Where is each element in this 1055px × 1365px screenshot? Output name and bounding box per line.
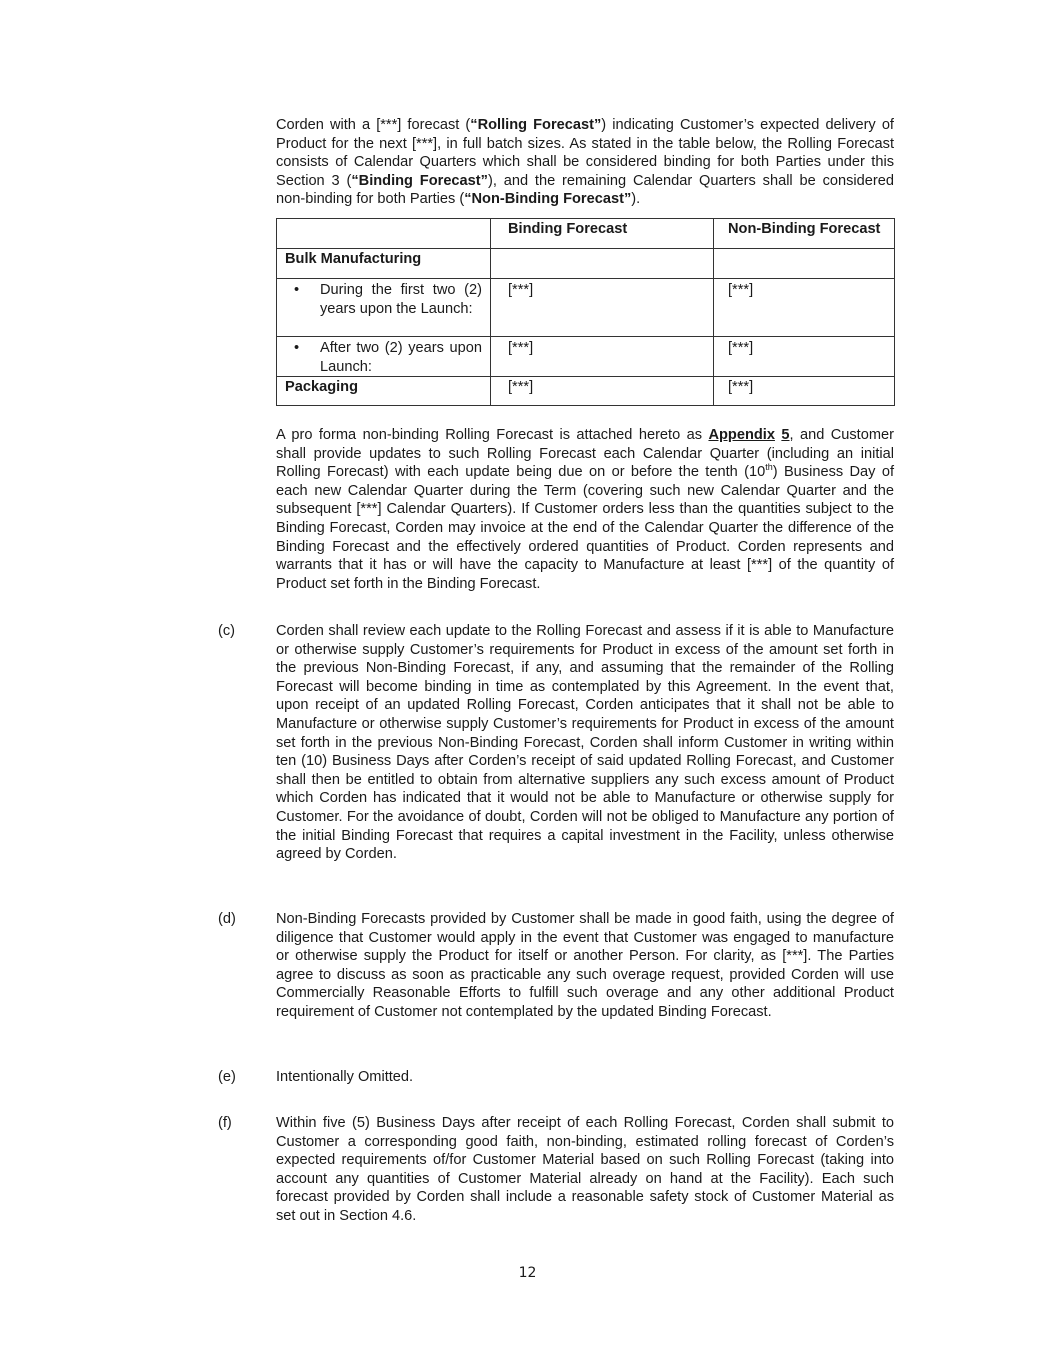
ordinal-superscript: th: [765, 462, 773, 473]
intro-text-3: ), and the remaining Calendar Quarters shall be considered non-binding for both Parties (: [276, 172, 894, 208]
appendix-number: 5: [781, 427, 790, 443]
binding-value: [***]: [491, 279, 714, 337]
appendix-reference: Appendix: [708, 427, 775, 443]
clause-f-text: Within five (5) Business Days after receipt of each Rolling Forecast, Corden shall submit to Customer a corresponding good faith, non-binding, estimated rolling forecast of Corden’s expected requirements of/for Customer Material based on such Rolling Forecast (taking into account any quantities of Customer Material already on hand at the Facility). Each such forecast provided by Corden shall include a reasonable safety stock of Customer Material as set out in Section 4.6.: [276, 1115, 894, 1224]
header-non-binding-forecast: Non-Binding Forecast: [714, 219, 895, 249]
header-binding-forecast: Binding Forecast: [491, 219, 714, 249]
table-header-row: [277, 219, 895, 249]
section-bulk-manufacturing: Bulk Manufacturing: [277, 249, 491, 279]
table-row: [277, 337, 895, 377]
intro-text-1: Corden with a [***] forecast (: [276, 117, 471, 133]
clause-e-text: Intentionally Omitted.: [276, 1069, 414, 1085]
pro-forma-paragraph: [276, 426, 894, 593]
binding-value: [***]: [491, 377, 714, 406]
list-item: [294, 281, 482, 318]
page-number: 12: [518, 1265, 537, 1281]
header-empty-cell: [277, 219, 491, 249]
term-binding-forecast: “Binding Forecast”: [351, 172, 488, 189]
pro-forma-text-1: A pro forma non-binding Rolling Forecast is attached hereto as: [276, 427, 709, 443]
pro-forma-text-2: , and Customer shall provide updates to such Rolling Forecast each Calendar Quarter (including an initial Rolling Forecast) with each update being due on or before the tenth (10: [276, 427, 894, 481]
intro-text-4: ).: [631, 191, 641, 208]
table-cell: [277, 279, 491, 337]
clause-d-text: Non-Binding Forecasts provided by Customer shall be made in good faith, using the degree of diligence that Customer would apply in the event that Customer was engaged to manufacture or otherwise supply the Product for itself or another Person. For clarity, as [***]. The Parties agree to discuss as soon as practicable any such overage request, provided Corden will use Commercially Reasonable Efforts to fulfill such overage and any other additional Product requirement of Customer not contemplated by the updated Binding Forecast.: [276, 911, 894, 1020]
term-rolling-forecast: “Rolling Forecast”: [470, 117, 602, 133]
clause-label-f: (f): [218, 1115, 232, 1131]
row-label: After two (2) years upon Launch:: [320, 340, 482, 375]
binding-value: [***]: [491, 337, 714, 377]
section-packaging: Packaging: [277, 377, 491, 406]
row-label: During the first two (2) years upon the Launch:: [320, 282, 482, 317]
non-binding-value: [***]: [714, 377, 895, 406]
list-item: [294, 339, 482, 376]
table-cell: [277, 337, 491, 377]
pro-forma-text-3: ) Business Day of each new Calendar Quarter during the Term (covering such new Calendar Quarter and the subsequent [***] Calendar Quarters). If Customer orders less than the quantities subject to the Binding Forecast, Corden may invoice at the end of the Calendar Quarter the difference of the Binding Forecast and the effectively ordered quantities of Product. Corden represents and warrants that it has or will have the capacity to Manufacture at least [***] of the quantity of Product set forth in the Binding Forecast.: [276, 464, 894, 592]
clause-c-text: Corden shall review each update to the Rolling Forecast and assess if it is able to Manufacture or otherwise supply Customer’s requirements for Product in excess of the amount set forth in the previous Non-Binding Forecast, if any, and assuming that the remainder of the Rolling Forecast will become binding in time as contemplated by this Agreement. In the event that, upon receipt of an updated Rolling Forecast, Corden anticipates that it shall not be able to Manufacture or otherwise supply Customer’s requirements for Product in excess of the amount set forth in the previous Non-Binding Forecast, Corden shall inform Customer in writing within ten (10) Business Days after Corden’s receipt of said updated Rolling Forecast, and Customer shall then be entitled to obtain from alternative suppliers any such excess amount of Product which Corden has indicated that it would not be able to Manufacture or otherwise supply for Customer. For the avoidance of doubt, Corden will not be obliged to Manufacture any portion of the initial Binding Forecast that requires a capital investment in the Facility, unless otherwise agreed by Corden.: [276, 623, 894, 863]
table-cell: [714, 249, 895, 279]
non-binding-value: [***]: [714, 279, 895, 337]
clause-label-e: (e): [218, 1069, 236, 1085]
forecast-table: [276, 218, 895, 406]
non-binding-value: [***]: [714, 337, 895, 377]
table-row: [277, 279, 895, 337]
bullet-icon: •: [294, 340, 300, 356]
intro-text-2: ) indicating Customer’s expected delivery of Product for the next [***], in full batch sizes. As stated in the table below, the Rolling Forecast consists of Calendar Quarters which shall be considered binding for both Parties under this Section 3 (: [276, 117, 894, 189]
clause-label-d: (d): [218, 911, 236, 927]
table-row: [277, 377, 895, 406]
table-section-row: [277, 249, 895, 279]
intro-paragraph: [276, 116, 894, 209]
table-cell: [491, 249, 714, 279]
bullet-icon: •: [294, 282, 300, 298]
clause-label-c: (c): [218, 623, 236, 639]
term-non-binding-forecast: “Non-Binding Forecast”: [464, 191, 632, 208]
